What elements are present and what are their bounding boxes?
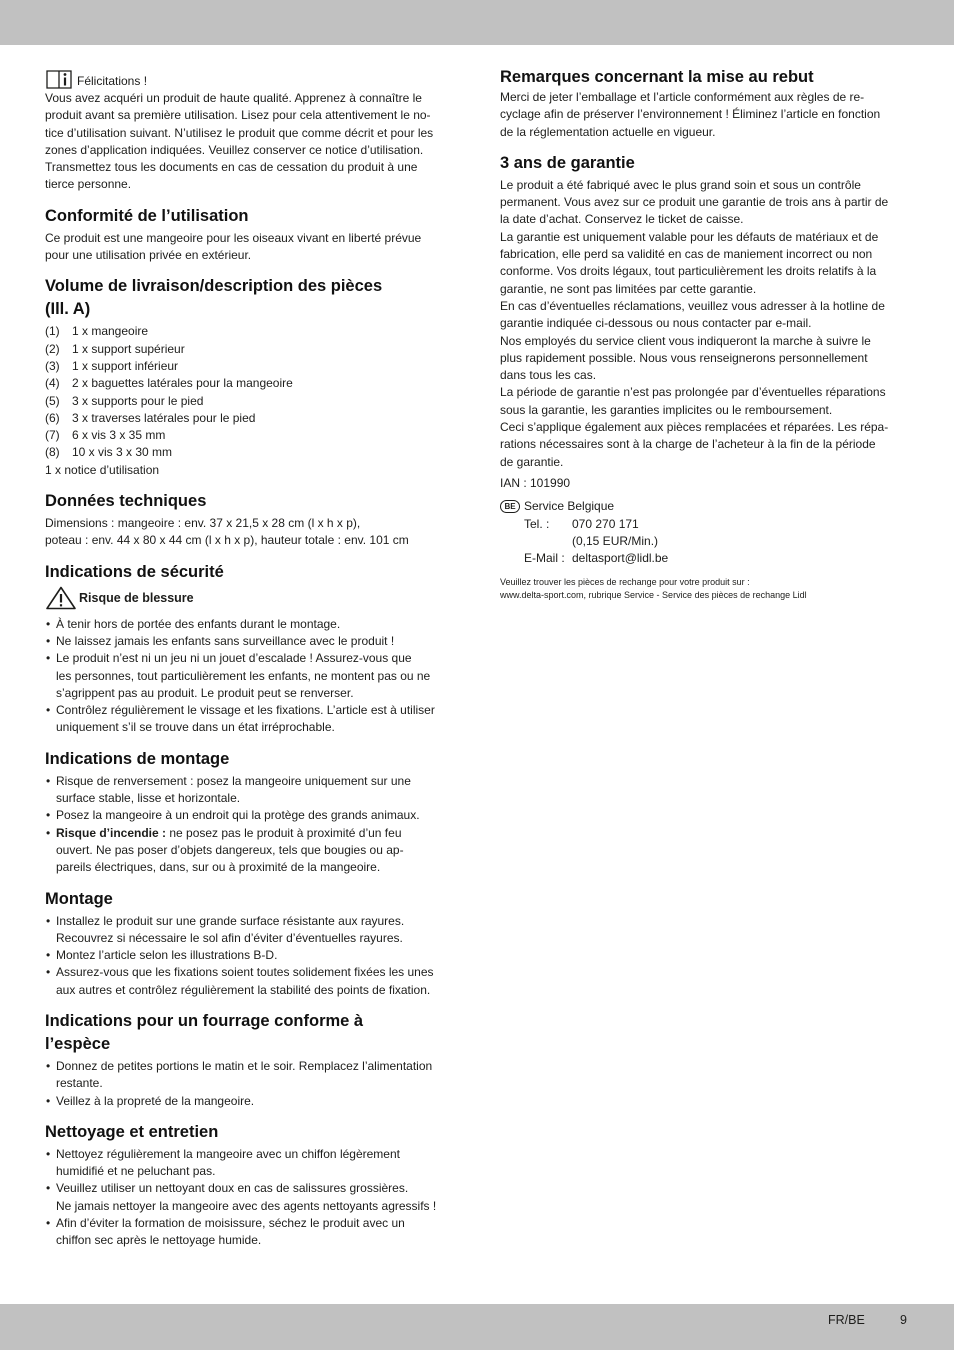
list-item	[45, 1093, 457, 1110]
section-indications-montage	[45, 748, 457, 877]
text-line: Veillez à la propreté de la mangeoire.	[56, 1093, 255, 1108]
list-item	[45, 616, 457, 633]
text-line: dans tous les cas.	[500, 368, 597, 383]
list-item	[45, 375, 457, 392]
section-title: Indications de montage	[45, 749, 230, 768]
text-line: garantie, ne sont pas limitées par cette garantie.	[500, 281, 757, 296]
section-fourrage	[45, 1010, 457, 1110]
section-title-line: l’espèce	[45, 1034, 111, 1053]
bullet-list	[45, 1058, 457, 1110]
list-item	[45, 444, 457, 461]
text-line: À tenir hors de portée des enfants durant le montage.	[56, 616, 341, 631]
section-title-line: Volume de livraison/description des pièces	[45, 277, 383, 296]
item-number: (7)	[45, 428, 60, 443]
contact-row	[524, 516, 910, 533]
section-title: 3 ans de garantie	[500, 153, 635, 172]
item-text: 3 x supports pour le pied	[72, 393, 204, 408]
email-address: deltasport@lidl.be	[572, 551, 669, 566]
text-line: Ceci s’applique également aux pièces remplacées et réparées. Les répa-	[500, 420, 889, 435]
spare-parts-note	[500, 576, 910, 602]
text-line: chiffon sec après le nettoyage humide.	[56, 1233, 262, 1248]
section-nettoyage	[45, 1121, 457, 1250]
text-line: Dimensions : mangeoire : env. 37 x 21,5 x 28 cm (l x h x p),	[45, 516, 361, 531]
text-line: Installez le produit sur une grande surface résistante aux rayures.	[56, 913, 405, 928]
item-text: 1 x support supérieur	[72, 341, 185, 356]
list-item	[45, 410, 457, 427]
ian-number: IAN : 101990	[500, 475, 571, 490]
list-item	[45, 702, 457, 737]
text-line: permanent. Vous avez sur ce produit une garantie de trois ans à partir de	[500, 195, 889, 210]
section-title: Remarques concernant la mise au rebut	[500, 68, 814, 86]
header-bar	[0, 0, 954, 45]
right-column	[500, 66, 910, 602]
list-item	[45, 650, 457, 702]
section-title	[45, 1010, 457, 1056]
text-line: Merci de jeter l’emballage et l’article conformément aux règles de re-	[500, 90, 865, 104]
bullet-list	[45, 1146, 457, 1250]
text-line: cyclage afin de préserver l’environnement ! Éliminez l’article en fonction	[500, 107, 881, 122]
list-item	[45, 427, 457, 444]
section-montage	[45, 888, 457, 999]
text-line: tierce personne.	[45, 177, 132, 192]
text-line: La garantie est uniquement valable pour les défauts de matériaux et de	[500, 229, 879, 244]
contact-label: E-Mail :	[524, 551, 565, 566]
text-line: aux autres et contrôlez régulièrement la stabilité des points de fixation.	[56, 982, 431, 997]
footer-language: FR/BE	[828, 1313, 865, 1327]
text-line: Veuillez trouver les pièces de rechange pour votre produit sur :	[500, 577, 750, 588]
contact-block	[524, 516, 910, 568]
text-line: pareils électriques, dans, sur ou à proximité de la mangeoire.	[56, 860, 381, 875]
text-line: Assurez-vous que les fixations soient toutes solidement fixées les unes	[56, 965, 434, 980]
text-line: la date d’achat. Conservez le ticket de caisse.	[500, 212, 744, 227]
text-line: surface stable, lisse et horizontale.	[56, 791, 241, 806]
list-item	[45, 393, 457, 410]
phone-price: (0,15 EUR/Min.)	[572, 533, 659, 548]
item-number: (5)	[45, 393, 60, 408]
section-title: Montage	[45, 889, 113, 908]
list-item	[45, 633, 457, 650]
section-title	[45, 275, 457, 321]
bullet-list	[45, 773, 457, 877]
section-title: Indications de sécurité	[45, 562, 224, 581]
warning-triangle-icon	[45, 586, 77, 610]
section-donnees-techniques	[45, 490, 457, 550]
list-item	[45, 1215, 457, 1250]
text-line: Recouvrez si nécessaire le sol afin d’éviter d’éventuelles rayures.	[56, 930, 403, 945]
text-line: 1 x notice d’utilisation	[45, 462, 160, 477]
bullet-list	[45, 616, 457, 737]
text-line: ouvert. Ne pas poser d’objets dangereux, tels que bougies ou ap-	[56, 842, 404, 857]
list-item	[45, 773, 457, 808]
left-column	[45, 66, 457, 1250]
list-item	[45, 1058, 457, 1093]
text-line: Donnez de petites portions le matin et le soir. Remplacez l’alimentation	[56, 1058, 433, 1073]
text-line: sous la garantie, les garanties implicites ou le remboursement.	[500, 402, 833, 417]
page-number: 9	[900, 1313, 907, 1327]
text-line: ne posez pas le produit à proximité d’un feu	[166, 825, 402, 840]
contact-row	[524, 550, 910, 567]
text-line: de garantie.	[500, 454, 564, 469]
text-line: les personnes, tout particulièrement les enfants, ne montent pas ou ne	[56, 668, 431, 683]
intro-heading-row	[45, 66, 457, 90]
list-item	[45, 825, 457, 877]
service-name: Service Belgique	[524, 499, 615, 514]
text-line: Montez l’article selon les illustrations B-D.	[56, 948, 278, 963]
text-line: produit avant sa première utilisation. Lisez pour cela attentivement le no-	[45, 108, 431, 123]
text-line: www.delta-sport.com, rubrique Service - Service des pièces de rechange Lidl	[500, 590, 807, 601]
item-text: 1 x mangeoire	[72, 324, 149, 339]
item-number: (8)	[45, 445, 60, 460]
text-line: Ne jamais nettoyer la mangeoire avec des agents nettoyants agressifs !	[56, 1198, 437, 1213]
text-line: Nettoyez régulièrement la mangeoire avec un chiffon légèrement	[56, 1146, 400, 1161]
text-line: conforme. Vos droits légaux, tout particulièrement les droits relatifs à la	[500, 264, 877, 279]
text-line: Vous avez acquéri un produit de haute qualité. Apprenez à connaître le	[45, 91, 422, 105]
text-line: Le produit n’est ni un jeu ni un jouet d’escalade ! Assurez-vous que	[56, 651, 412, 666]
text-line: humidifié et ne peluchant pas.	[56, 1164, 216, 1179]
section-volume-livraison	[45, 275, 457, 479]
item-text: 6 x vis 3 x 35 mm	[72, 428, 166, 443]
section-securite	[45, 561, 457, 737]
text-line: Posez la mangeoire à un endroit qui la protège des grands animaux.	[56, 808, 420, 823]
text-line: fabrication, elle perd sa validité en cas de maniement incorrect ou non	[500, 247, 873, 262]
text-line: rations nécessaires sont à la charge de l’acheteur à la fin de la période	[500, 437, 876, 452]
intro-heading: Félicitations !	[77, 74, 148, 88]
section-title-line: Indications pour un fourrage conforme à	[45, 1011, 364, 1030]
text-line: Le produit a été fabriqué avec le plus grand soin et sous un contrôle	[500, 177, 861, 192]
list-item	[45, 323, 457, 340]
risk-warning	[45, 586, 457, 610]
list-item	[45, 964, 457, 999]
section-title: Conformité de l’utilisation	[45, 206, 249, 225]
text-line: restante.	[56, 1076, 103, 1091]
item-text: 1 x support inférieur	[72, 358, 179, 373]
read-manual-info-icon	[45, 68, 74, 90]
bullet-list	[45, 913, 457, 999]
intro-text	[45, 90, 457, 194]
section-title: Données techniques	[45, 492, 207, 511]
text-line: Afin d’éviter la formation de moisissure, séchez le produit avec un	[56, 1216, 405, 1231]
section-garantie	[500, 152, 910, 603]
country-badge: BE	[500, 500, 520, 513]
list-item	[45, 358, 457, 375]
item-text: 3 x traverses latérales pour le pied	[72, 410, 256, 425]
text-line: tice d’utilisation suivant. N’utilisez le produit que comme décrit et pour les	[45, 125, 434, 140]
bold-label: Risque d’incendie :	[56, 825, 167, 840]
text-line: poteau : env. 44 x 80 x 44 cm (l x h x p), hauteur totale : env. 101 cm	[45, 533, 409, 548]
list-item	[45, 807, 457, 824]
contact-row	[524, 533, 910, 550]
text-line: Transmettez tous les documents en cas de cessation du produit à une	[45, 160, 418, 175]
text-line: Ne laissez jamais les enfants sans surveillance avec le produit !	[56, 633, 395, 648]
text-line: garantie indiquée ci-dessous ou nous contacter par e-mail.	[500, 316, 812, 331]
item-number: (3)	[45, 358, 60, 373]
text-line: La période de garantie n’est pas prolongée par d’éventuelles réparations	[500, 385, 886, 400]
list-item	[45, 913, 457, 948]
section-mise-au-rebut	[500, 66, 910, 141]
text-line: Veuillez utiliser un nettoyant doux en cas de salissures grossières.	[56, 1181, 409, 1196]
text-line: de la réglementation actuelle en vigueur.	[500, 124, 716, 139]
text-line: pour une utilisation privée en extérieur.	[45, 248, 252, 263]
footer-bar	[0, 1304, 954, 1350]
text-line: s’agrippent pas au produit. Le produit peut se renverser.	[56, 685, 354, 700]
section-title-line: (Ill. A)	[45, 300, 91, 319]
text-line: zones d’application indiquées. Veuillez conserver ce notice d’utilisation.	[45, 142, 424, 157]
text-line: Nos employés du service client vous indiqueront la marche à suivre le	[500, 333, 871, 348]
text-line: uniquement s’il se trouve dans un état irréprochable.	[56, 720, 335, 735]
text-line: Ce produit est une mangeoire pour les oiseaux vivant en liberté prévue	[45, 230, 422, 245]
item-number: (1)	[45, 324, 60, 339]
list-item	[45, 1146, 457, 1181]
section-conformite	[45, 205, 457, 265]
item-number: (2)	[45, 341, 60, 356]
service-row	[500, 498, 910, 515]
text-line: Risque de renversement : posez la mangeoire uniquement sur une	[56, 773, 411, 788]
section-title: Nettoyage et entretien	[45, 1122, 219, 1141]
item-text: 2 x baguettes latérales pour la mangeoire	[72, 376, 293, 391]
list-item	[45, 947, 457, 964]
item-text: 10 x vis 3 x 30 mm	[72, 445, 173, 460]
text-line: plus rapidement possible. Nous vous renseignerons personnellement	[500, 350, 868, 365]
list-item	[45, 341, 457, 358]
text-line: Contrôlez régulièrement le vissage et les fixations. L’article est à utiliser	[56, 703, 435, 718]
phone-number: 070 270 171	[572, 516, 639, 531]
risk-label: Risque de blessure	[79, 590, 194, 605]
text-line: En cas d’éventuelles réclamations, veuillez vous adresser à la hotline de	[500, 298, 885, 313]
item-number: (4)	[45, 376, 60, 391]
item-number: (6)	[45, 410, 60, 425]
list-item	[45, 1180, 457, 1215]
contact-label: Tel. :	[524, 516, 550, 531]
